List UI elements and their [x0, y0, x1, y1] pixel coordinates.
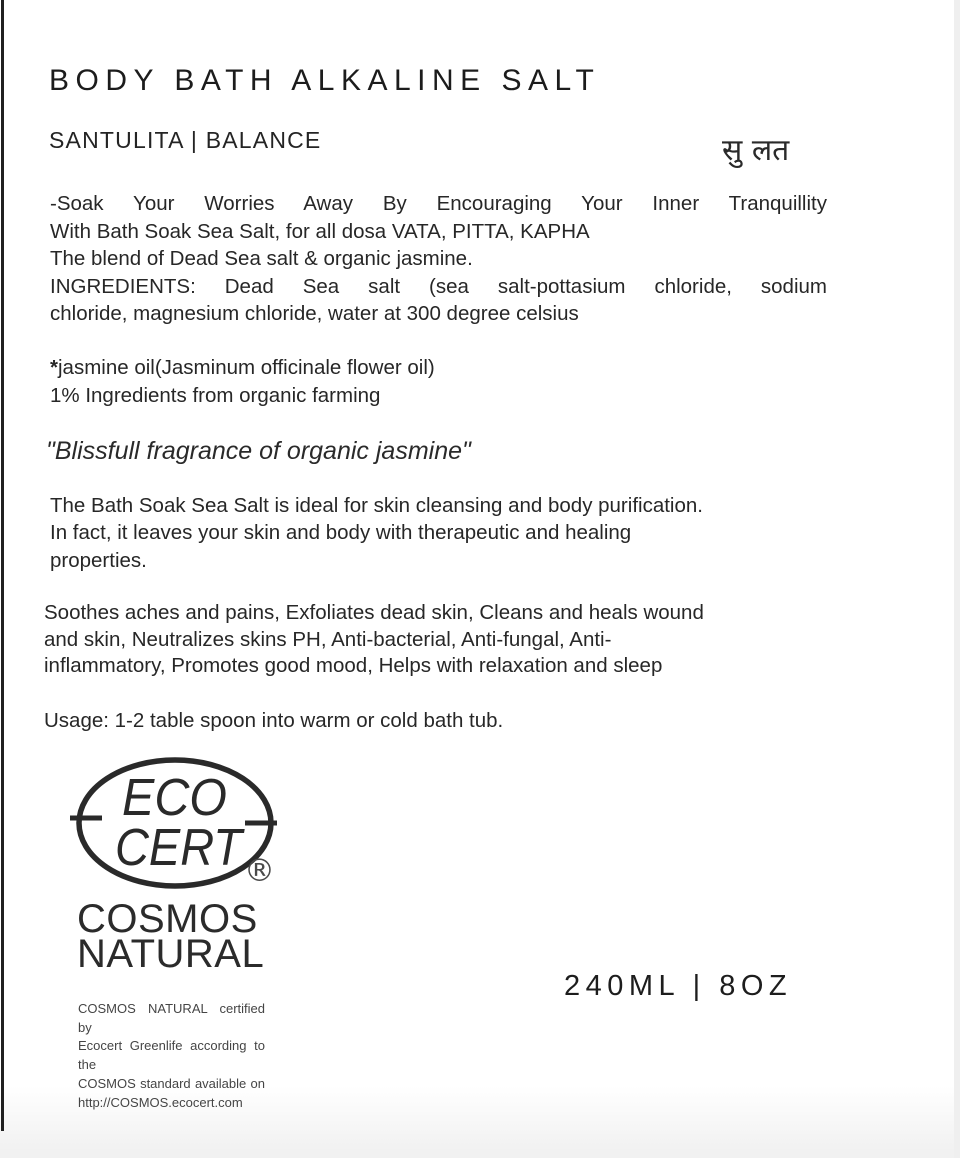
- ecocert-registered-icon: ®: [244, 853, 275, 889]
- effects-line-1: Soothes aches and pains, Exfoliates dead skin, Cleans and heals wound: [44, 601, 704, 624]
- effects-paragraph: [44, 600, 834, 680]
- fragrance-quote: "Blissfull fragrance of organic jasmine": [46, 437, 471, 465]
- effects-line-2: and skin, Neutralizes skins PH, Anti-bacterial, Anti-fungal, Anti-: [44, 627, 612, 651]
- cosmos-cert-line-2: Ecocert Greenlife according to the: [78, 1038, 265, 1073]
- page-right-edge-shade: [954, 0, 960, 1158]
- ecocert-text-cert: CERT: [115, 819, 245, 877]
- cosmos-cert-line-3: COSMOS standard available on: [78, 1075, 265, 1091]
- jasmine-oil-text: jasmine oil(Jasminum officinale flower oil): [57, 356, 435, 379]
- cosmos-natural-heading: [77, 897, 265, 976]
- cosmos-heading-line-2: NATURAL: [77, 932, 265, 976]
- description-line-3: The blend of Dead Sea salt & organic jasmine.: [50, 247, 473, 271]
- ingredients-line-1: INGREDIENTS: Dead Sea salt (sea salt-pottasium chloride, sodium: [50, 274, 827, 298]
- cosmos-heading-line-1: COSMOS: [77, 897, 258, 941]
- ecocert-logo: [68, 757, 282, 897]
- benefits-line-2: In fact, it leaves your skin and body with therapeutic and healing: [50, 521, 632, 545]
- benefits-paragraph: [50, 492, 820, 574]
- asterisk-mark: *: [50, 356, 58, 379]
- description-line-2: With Bath Soak Sea Salt, for all dosa VATA, PITTA, KAPHA: [50, 219, 590, 243]
- volume-size-label: 240ML | 8OZ: [564, 970, 793, 1002]
- cosmos-cert-line-1: COSMOS NATURAL certified by: [78, 1001, 265, 1035]
- benefits-line-1: The Bath Soak Sea Salt is ideal for skin cleansing and body purification.: [50, 494, 703, 517]
- organic-percent-line: 1% Ingredients from organic farming: [50, 384, 381, 407]
- devanagari-text: सु लत: [722, 133, 790, 168]
- effects-line-3: inflammatory, Promotes good mood, Helps with relaxation and sleep: [44, 654, 663, 678]
- cosmos-certification-text: [78, 1000, 265, 1112]
- description-line-1: -Soak Your Worries Away By Encouraging Your Inner Tranquillity: [50, 192, 827, 215]
- product-title: BODY BATH ALKALINE SALT: [49, 64, 601, 97]
- jasmine-oil-line: [50, 354, 670, 382]
- usage-line: Usage: 1-2 table spoon into warm or cold bath tub.: [44, 709, 504, 732]
- description-paragraph: [50, 190, 827, 328]
- product-subtitle: SANTULITA | BALANCE: [49, 127, 322, 153]
- ecocert-text-eco: ECO: [122, 769, 227, 827]
- page-left-edge-line: [1, 0, 4, 1131]
- benefits-line-3: properties.: [50, 548, 147, 572]
- organic-info-paragraph: [50, 354, 670, 410]
- cosmos-cert-url: http://COSMOS.ecocert.com: [78, 1094, 243, 1110]
- ingredients-line-2: chloride, magnesium chloride, water at 300 degree celsius: [50, 302, 579, 326]
